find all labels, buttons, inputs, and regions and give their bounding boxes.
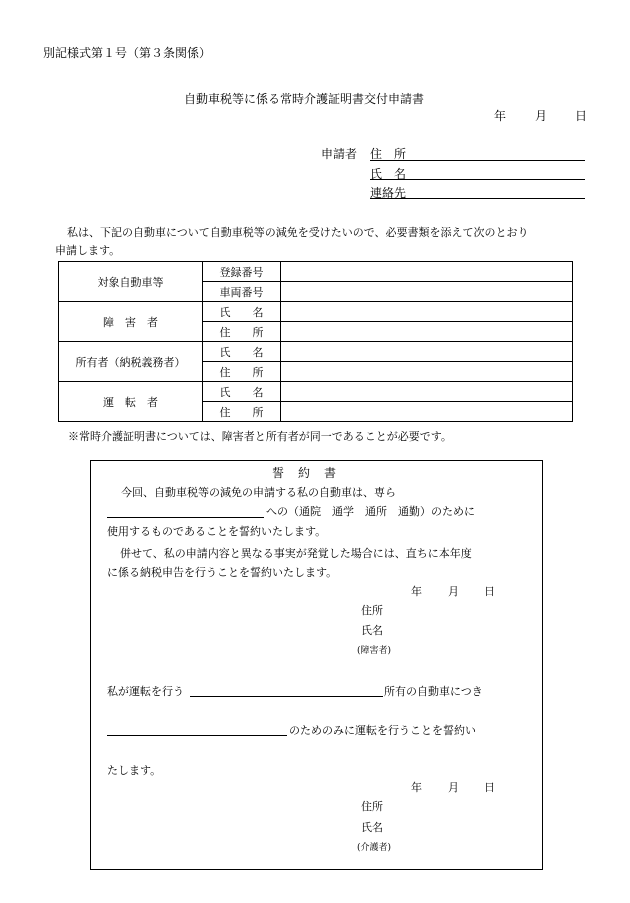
registration-number-field[interactable] <box>281 262 573 282</box>
table-category-driver: 運 転 者 <box>59 382 203 422</box>
date-month-label: 月 <box>535 109 548 123</box>
pledge-line-7: のためのみに運転を行うことを誓約い <box>289 724 476 737</box>
table-row <box>59 262 573 282</box>
pledge-line-1: 今回、自動車税等の減免の申請する私の自動車は、専ら <box>121 486 396 499</box>
page-title: 自動車税等に係る常時介護証明書交付申請書 <box>184 92 425 106</box>
pledge-date1-day: 日 <box>484 585 495 598</box>
pledge-date1-month: 月 <box>448 585 459 598</box>
applicant-name-label: 氏 名 <box>370 167 407 181</box>
pledge-line-6-prefix: 私が運転を行う <box>107 685 184 698</box>
applicant-name-field[interactable] <box>370 179 585 180</box>
applicant-contact-label: 連絡先 <box>370 186 407 200</box>
pledge-line-4: 併せて、私の申請内容と異なる事実が発覚した場合には、直ちに本年度 <box>120 547 472 560</box>
pledge-name-label-2: 氏名 <box>361 821 383 834</box>
pledge-line-8: たします。 <box>107 764 162 777</box>
applicant-contact-field[interactable] <box>370 198 585 199</box>
pledge-name-label-1: 氏名 <box>361 624 383 637</box>
applicant-address-label: 住 所 <box>370 147 407 161</box>
applicant-label: 申請者 <box>321 147 358 161</box>
driver-name-field[interactable] <box>281 382 573 402</box>
destination-field[interactable] <box>107 517 264 518</box>
table-sub-label: 登録番号 <box>203 262 281 282</box>
pledge-line-5: に係る納税申告を行うことを誓約いたします。 <box>107 566 338 579</box>
table-category-disabled: 障 害 者 <box>59 302 203 342</box>
table-category-vehicle: 対象自動車等 <box>59 262 203 302</box>
vehicle-info-table <box>58 261 573 422</box>
table-sub-label: 氏 名 <box>203 382 281 402</box>
table-category-owner: 所有者（納税義務者） <box>59 342 203 382</box>
form-number: 別記様式第１号（第３条関係） <box>43 46 212 60</box>
pledge-date2-month: 月 <box>448 781 459 794</box>
table-sub-label: 車両番号 <box>203 282 281 302</box>
date-year-label: 年 <box>494 109 507 123</box>
pledge-address-label-2: 住所 <box>361 800 383 813</box>
pledge-role-caregiver: (介護者) <box>357 843 392 853</box>
owner-name-field[interactable] <box>281 342 573 362</box>
table-note: ※常時介護証明書については、障害者と所有者が同一であることが必要です。 <box>68 430 452 443</box>
purpose-blank[interactable] <box>107 735 287 736</box>
driver-address-field[interactable] <box>281 402 573 422</box>
pledge-line-2: への（通院 通学 通所 通勤）のために <box>266 505 475 518</box>
pledge-address-label-1: 住所 <box>361 604 383 617</box>
table-sub-label: 氏 名 <box>203 342 281 362</box>
intro-line-2: 申請します。 <box>55 244 121 257</box>
pledge-box <box>90 460 543 870</box>
table-sub-label: 住 所 <box>203 362 281 382</box>
driver-name-blank[interactable] <box>190 696 383 697</box>
table-sub-label: 住 所 <box>203 402 281 422</box>
applicant-address-field[interactable] <box>370 160 585 161</box>
table-row <box>59 302 573 322</box>
vehicle-number-field[interactable] <box>281 282 573 302</box>
table-sub-label: 住 所 <box>203 322 281 342</box>
date-day-label: 日 <box>575 109 588 123</box>
table-sub-label: 氏 名 <box>203 302 281 322</box>
pledge-role-disabled: (障害者) <box>357 646 392 656</box>
pledge-date1-year: 年 <box>411 585 422 598</box>
table-row <box>59 382 573 402</box>
disabled-name-field[interactable] <box>281 302 573 322</box>
table-row <box>59 342 573 362</box>
pledge-title: 誓 約 書 <box>272 466 338 480</box>
pledge-date2-day: 日 <box>484 781 495 794</box>
intro-line-1: 私は、下記の自動車について自動車税等の減免を受けたいので、必要書類を添えて次のとおり <box>67 226 529 239</box>
pledge-date2-year: 年 <box>411 781 422 794</box>
owner-address-field[interactable] <box>281 362 573 382</box>
pledge-line-3: 使用するものであることを誓約いたします。 <box>107 525 327 538</box>
disabled-address-field[interactable] <box>281 322 573 342</box>
pledge-line-6-suffix: 所有の自動車につき <box>384 685 483 698</box>
